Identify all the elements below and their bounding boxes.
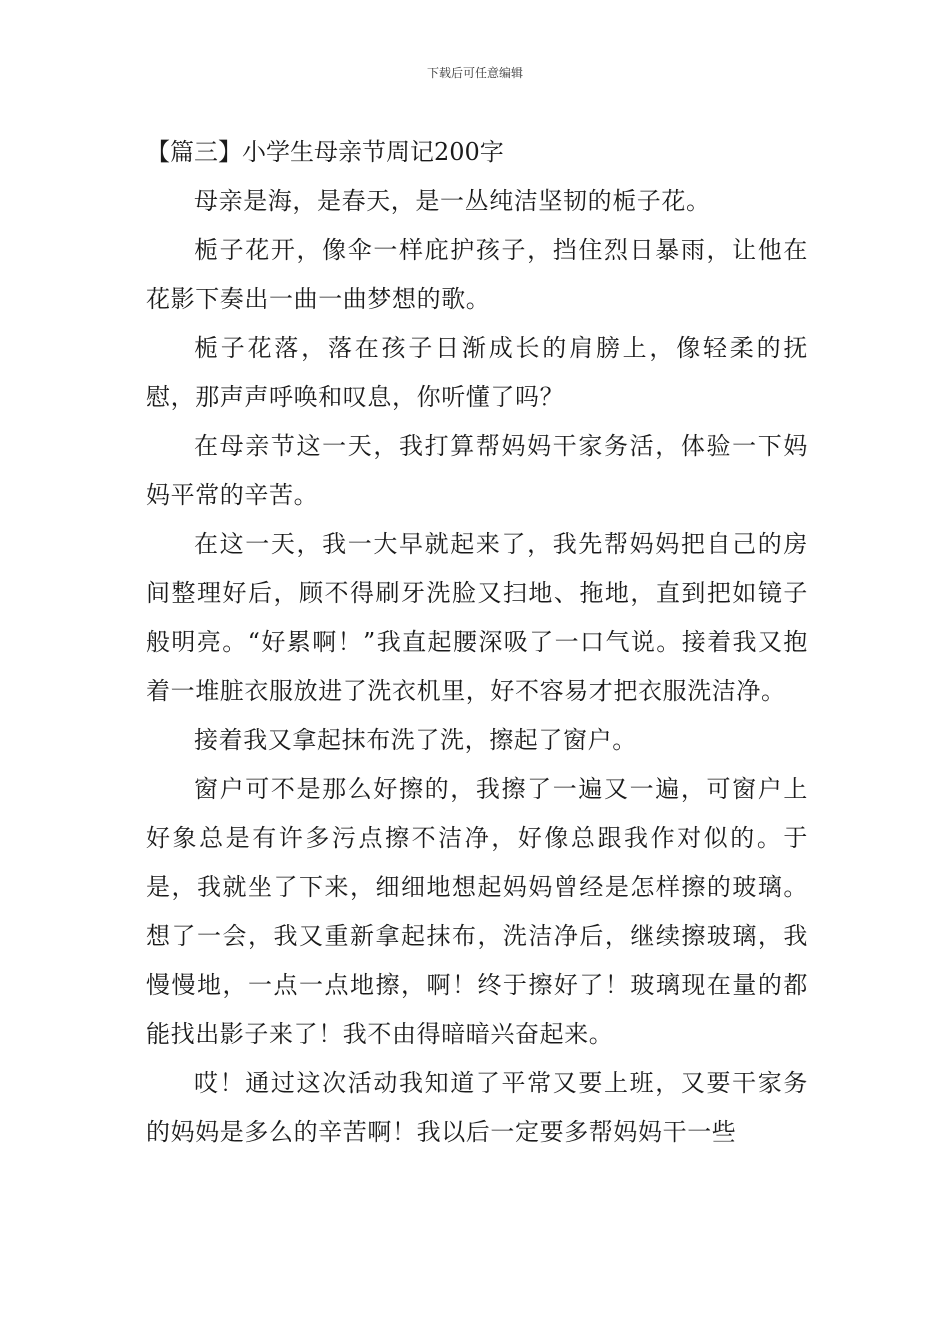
page-header: 下载后可任意编辑 (426, 66, 523, 80)
paragraph: 栀子花开，像伞一样庇护孩子，挡住烈日暴雨，让他在花影下奏出一曲一曲梦想的歌。 (146, 236, 808, 313)
paragraph: 在这一天，我一大早就起来了，我先帮妈妈把自己的房间整理好后，顾不得刷牙洗脸又扫地、拖地，直到把如镜子般明亮。“好累啊！”我直起腰深吸了一口气说。接着我又抱着一堆脏衣服放进了洗衣机里，好不容易才把衣服洗洁净。 (146, 530, 808, 705)
document-body (146, 128, 808, 1157)
paragraph: 接着我又拿起抹布洗了洗，擦起了窗户。 (194, 726, 637, 754)
document-title: 【篇三】小学生母亲节周记200字 (146, 138, 504, 166)
paragraph: 栀子花落，落在孩子日渐成长的肩膀上，像轻柔的抚慰，那声声呼唤和叹息，你听懂了吗？ (146, 334, 808, 411)
paragraph: 在母亲节这一天，我打算帮妈妈干家务活，体验一下妈妈平常的辛苦。 (146, 432, 808, 509)
paragraph: 母亲是海，是春天，是一丛纯洁坚韧的栀子花。 (194, 187, 711, 215)
paragraph: 哎！通过这次活动我知道了平常又要上班，又要干家务的妈妈是多么的辛苦啊！我以后一定要多帮妈妈干一些 (146, 1069, 808, 1146)
paragraph: 窗户可不是那么好擦的，我擦了一遍又一遍，可窗户上好象总是有许多污点擦不洁净，好像总跟我作对似的。于是，我就坐了下来，细细地想起妈妈曾经是怎样擦的玻璃。想了一会，我又重新拿起抹布，洗洁净后，继续擦玻璃，我慢慢地，一点一点地擦，啊！终于擦好了！玻璃现在量的都能找出影子来了！我不由得暗暗兴奋起来。 (146, 775, 808, 1048)
